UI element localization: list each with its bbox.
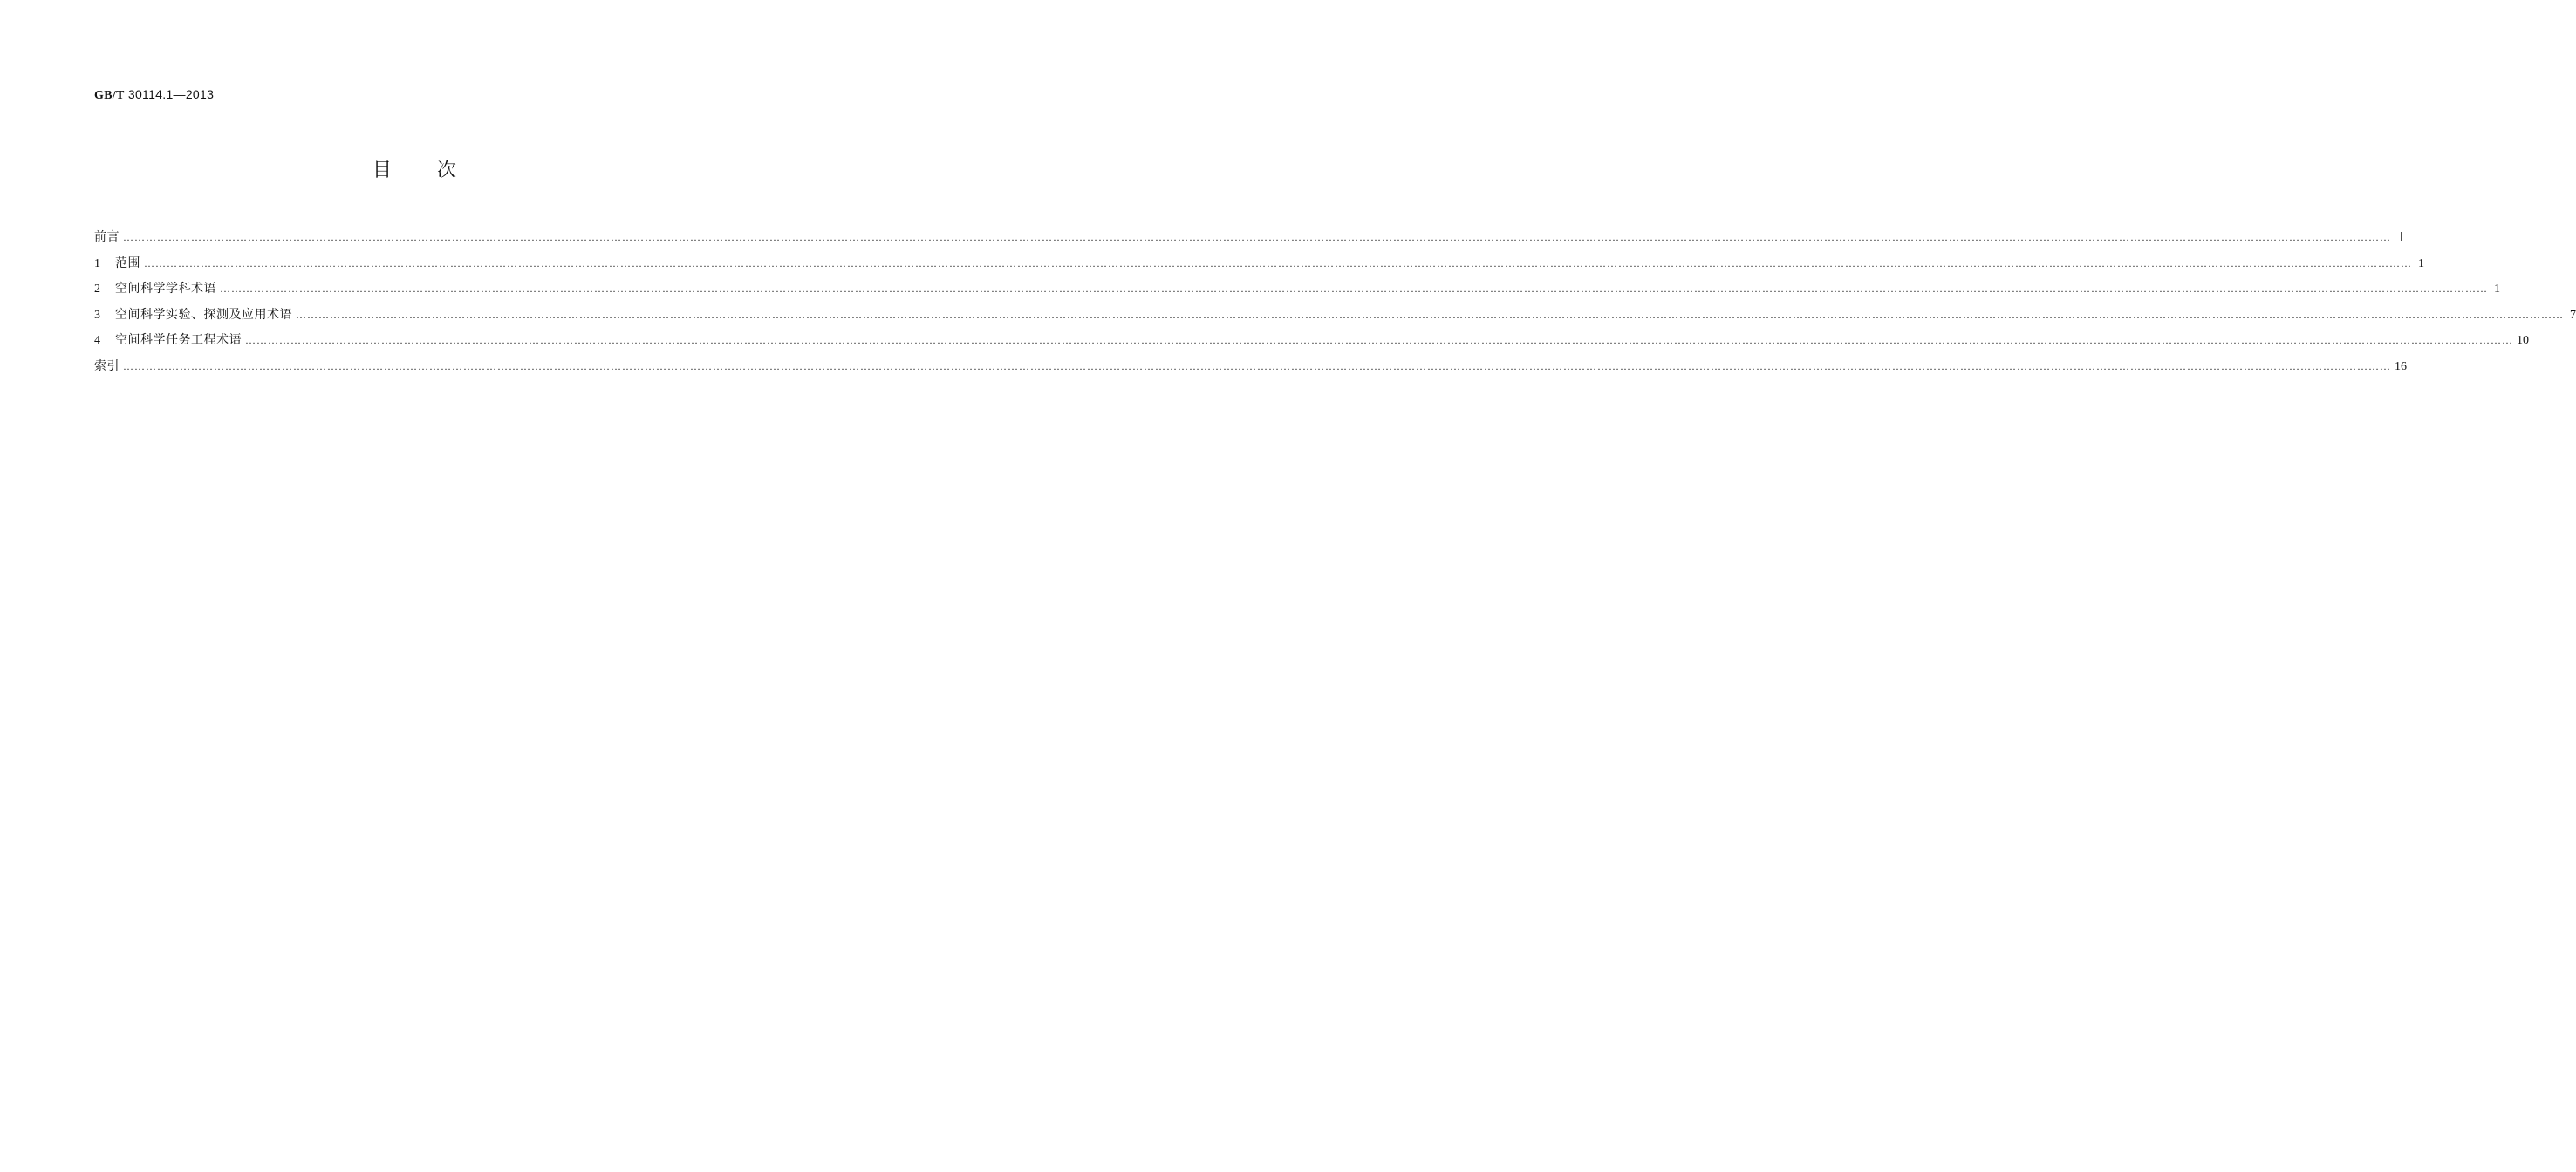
toc-dot-leader: …………………………………………………………………………………………………………………………………………………………………………………………………………………………………………………………………………………………………………………………………………………………………………………………………………………………………………………………………………………………………………………………………………………… — [123, 359, 2391, 372]
toc-entry-page: 16 — [2395, 359, 2407, 373]
document-header — [94, 87, 214, 103]
toc-entry-number: 1 — [94, 256, 100, 270]
toc-entry-label: 空间科学任务工程术语 — [115, 333, 242, 348]
toc-dot-leader: …………………………………………………………………………………………………………………………………………………………………………………………………………………………………………………………………………………………………………………………………………………………………………………………………………………………………………………………………………………………………………………………………………………… — [220, 283, 2488, 296]
toc-entry[interactable] — [94, 225, 2403, 251]
toc-entry-label: 空间科学学科术语 — [115, 282, 216, 296]
toc-entry-page: 1 — [2418, 256, 2424, 270]
toc-entry[interactable] — [94, 303, 2576, 329]
toc-dot-leader: …………………………………………………………………………………………………………………………………………………………………………………………………………………………………………………………………………………………………………………………………………………………………………………………………………………………………………………………………………………………………………………………………………………… — [123, 231, 2391, 243]
toc-entry-label: 前言 — [94, 230, 120, 244]
toc-entry-number: 2 — [94, 283, 100, 296]
toc-dot-leader: …………………………………………………………………………………………………………………………………………………………………………………………………………………………………………………………………………………………………………………………………………………………………………………………………………………………………………………………………………………………………………………………………………………… — [296, 308, 2564, 321]
toc-entry-page: 7 — [2570, 308, 2576, 322]
toc-dot-leader: …………………………………………………………………………………………………………………………………………………………………………………………………………………………………………………………………………………………………………………………………………………………………………………………………………………………………………………………………………………………………………………………………………………… — [245, 334, 2513, 347]
toc-dot-leader: …………………………………………………………………………………………………………………………………………………………………………………………………………………………………………………………………………………………………………………………………………………………………………………………………………………………………………………………………………………………………………………………………………………… — [144, 256, 2412, 269]
toc-entry-label: 空间科学实验、探测及应用术语 — [115, 307, 292, 322]
toc-entry-number: 4 — [94, 334, 100, 348]
standard-number: 30114.1—2013 — [127, 87, 215, 101]
toc-entry-page: 1 — [2494, 283, 2500, 296]
toc-entry-page: Ⅰ — [2399, 231, 2403, 244]
toc-entry-number: 3 — [94, 308, 100, 322]
toc-entry-label: 范围 — [115, 256, 140, 270]
table-of-contents — [94, 225, 2576, 380]
toc-entry-label: 索引 — [94, 358, 120, 373]
toc-entry[interactable] — [94, 251, 2424, 277]
toc-entry[interactable] — [94, 328, 2529, 354]
standard-prefix: GB/T — [94, 89, 125, 102]
toc-entry[interactable] — [94, 354, 2407, 380]
toc-entry[interactable] — [94, 276, 2500, 303]
toc-title: 目次 — [372, 160, 502, 181]
toc-entry-page: 10 — [2517, 334, 2529, 348]
